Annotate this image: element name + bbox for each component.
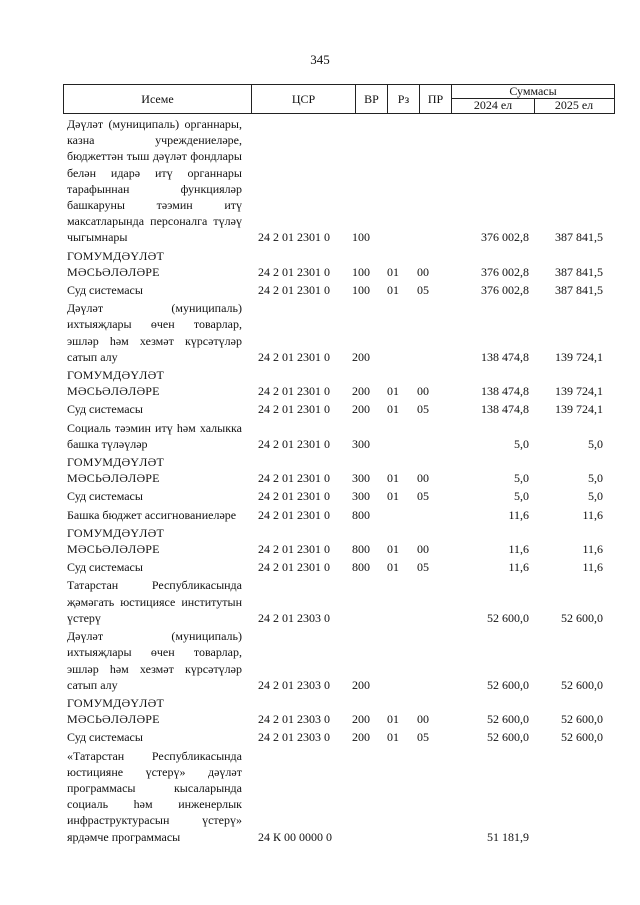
row-sum-2024: 52 600,0: [487, 610, 529, 625]
row-sum-2025: 11,6: [582, 542, 603, 557]
row-name: Дәүләт (муниципаль) ихтыяҗлары өчен товарлар, эшләр һәм хезмәт күрсәтүләр сатып алу: [67, 629, 242, 692]
header-sums: Суммасы: [452, 85, 614, 99]
table-row: [0, 300, 640, 365]
row-vr: 200: [352, 402, 370, 417]
row-sum-2024: 376 002,8: [481, 264, 529, 279]
row-sum-2024: 5,0: [514, 436, 529, 451]
row-rz: 01: [387, 560, 399, 575]
table-row: [0, 748, 640, 845]
row-csr: 24 К 00 0000 0: [258, 829, 333, 844]
table-row: [0, 420, 640, 452]
header-vr: ВР: [356, 85, 388, 113]
row-rz: 01: [387, 542, 399, 557]
row-pr: 05: [417, 489, 429, 504]
row-csr: 24 2 01 2301 0: [258, 264, 330, 279]
row-rz: 01: [387, 384, 399, 399]
row-sum-2024: 11,6: [508, 542, 529, 557]
row-csr: 24 2 01 2301 0: [258, 436, 330, 451]
row-vr: 300: [352, 436, 370, 451]
table-row: [0, 729, 640, 745]
row-sum-2024: 5,0: [514, 489, 529, 504]
row-vr: 300: [352, 471, 370, 486]
row-sum-2024: 51 181,9: [487, 829, 529, 844]
row-pr: 00: [417, 264, 429, 279]
row-vr: 100: [352, 264, 370, 279]
row-rz: 01: [387, 283, 399, 298]
row-name: Дәүләт (муниципаль) органнары, казна учреждениеләре, бюджеттән тыш дәүләт фондлары белән идарә итү органнары тарафыннан функцияләр башкаруны тәэмин итү максатларында персоналга түләү чыгымнары: [67, 117, 242, 245]
row-sum-2025: 387 841,5: [555, 264, 603, 279]
row-csr: 24 2 01 2303 0: [258, 610, 330, 625]
row-rz: 01: [387, 402, 399, 417]
row-name: ГОМУМДӘҮЛӘТ МӘСЬӘЛӘЛӘРЕ: [67, 455, 164, 486]
row-sum-2025: 11,6: [582, 507, 603, 522]
table-row: [0, 525, 640, 557]
row-csr: 24 2 01 2303 0: [258, 730, 330, 745]
row-sum-2024: 376 002,8: [481, 230, 529, 245]
row-sum-2024: 11,6: [508, 560, 529, 575]
table-row: [0, 695, 640, 727]
row-pr: 05: [417, 560, 429, 575]
row-sum-2025: 11,6: [582, 560, 603, 575]
row-rz: 01: [387, 471, 399, 486]
header-name: Исеме: [64, 85, 252, 113]
row-sum-2024: 52 600,0: [487, 677, 529, 692]
row-sum-2024: 376 002,8: [481, 283, 529, 298]
row-rz: 01: [387, 712, 399, 727]
header-year-2024: 2024 ел: [452, 98, 535, 113]
row-sum-2025: 5,0: [588, 489, 603, 504]
row-csr: 24 2 01 2301 0: [258, 560, 330, 575]
row-vr: 200: [352, 712, 370, 727]
row-name: «Татарстан Республикасында юстицияне үстерү» дәүләт программасы кысаларында социаль һәм инженерлык инфраструктурасын үстерү» ярдәмче программасы: [67, 748, 242, 844]
row-sum-2025: 52 600,0: [561, 712, 603, 727]
row-vr: 200: [352, 677, 370, 692]
row-vr: 100: [352, 230, 370, 245]
row-sum-2024: 52 600,0: [487, 712, 529, 727]
row-name: Дәүләт (муниципаль) ихтыяҗлары өчен товарлар, эшләр һәм хезмәт күрсәтүләр сатып алу: [67, 301, 242, 364]
row-vr: 800: [352, 542, 370, 557]
row-pr: 00: [417, 384, 429, 399]
row-sum-2025: 52 600,0: [561, 677, 603, 692]
row-name: Суд системасы: [67, 560, 143, 575]
table-row: [0, 401, 640, 417]
row-csr: 24 2 01 2301 0: [258, 230, 330, 245]
row-name: ГОМУМДӘҮЛӘТ МӘСЬӘЛӘЛӘРЕ: [67, 248, 164, 279]
header-year-2025: 2025 ел: [554, 98, 594, 112]
row-pr: 05: [417, 730, 429, 745]
row-csr: 24 2 01 2303 0: [258, 712, 330, 727]
row-sum-2025: 139 724,1: [555, 402, 603, 417]
table-row: [0, 248, 640, 280]
row-name: Суд системасы: [67, 489, 143, 504]
table-row: [0, 628, 640, 693]
header-pr: ПР: [420, 85, 452, 113]
row-name: ГОМУМДӘҮЛӘТ МӘСЬӘЛӘЛӘРЕ: [67, 525, 164, 557]
header-rz: Рз: [388, 85, 420, 113]
row-name: Суд системасы: [67, 402, 143, 417]
row-sum-2024: 5,0: [514, 471, 529, 486]
row-sum-2025: 139 724,1: [555, 384, 603, 399]
row-csr: 24 2 01 2301 0: [258, 489, 330, 504]
row-sum-2024: 138 474,8: [481, 402, 529, 417]
row-csr: 24 2 01 2301 0: [258, 542, 330, 557]
table-row: [0, 577, 640, 626]
row-vr: 300: [352, 489, 370, 504]
row-name: Башка бюджет ассигнованиеләре: [67, 507, 237, 522]
row-name: Суд системасы: [67, 283, 143, 298]
table-body: [0, 116, 640, 845]
row-csr: 24 2 01 2303 0: [258, 677, 330, 692]
row-csr: 24 2 01 2301 0: [258, 384, 330, 399]
row-pr: 00: [417, 712, 429, 727]
table-row: [0, 282, 640, 298]
row-rz: 01: [387, 264, 399, 279]
table-header: [63, 84, 615, 114]
row-name: Социаль тәэмин итү һәм халыкка башка түләүләр: [67, 420, 242, 451]
row-pr: 05: [417, 283, 429, 298]
row-sum-2025: 52 600,0: [561, 730, 603, 745]
row-pr: 05: [417, 402, 429, 417]
table-row: [0, 507, 640, 523]
row-vr: 800: [352, 507, 370, 522]
row-sum-2025: 387 841,5: [555, 283, 603, 298]
row-sum-2025: 5,0: [588, 436, 603, 451]
row-csr: 24 2 01 2301 0: [258, 507, 330, 522]
row-vr: 200: [352, 384, 370, 399]
row-vr: 800: [352, 560, 370, 575]
row-vr: 200: [352, 730, 370, 745]
row-pr: 00: [417, 471, 429, 486]
row-csr: 24 2 01 2301 0: [258, 471, 330, 486]
row-sum-2024: 138 474,8: [481, 349, 529, 364]
table-row: [0, 116, 640, 246]
row-csr: 24 2 01 2301 0: [258, 349, 330, 364]
page-number: 345: [310, 52, 330, 67]
row-name: Татарстан Республикасында җәмәгать юстициясе институтын үстерү: [67, 578, 242, 625]
row-sum-2024: 52 600,0: [487, 730, 529, 745]
table-row: [0, 367, 640, 399]
header-csr: ЦСР: [252, 85, 356, 113]
row-sum-2024: 11,6: [508, 507, 529, 522]
row-name: Суд системасы: [67, 730, 143, 745]
row-sum-2024: 138 474,8: [481, 384, 529, 399]
row-csr: 24 2 01 2301 0: [258, 402, 330, 417]
row-csr: 24 2 01 2301 0: [258, 283, 330, 298]
row-vr: 200: [352, 349, 370, 364]
row-vr: 100: [352, 283, 370, 298]
row-name: ГОМУМДӘҮЛӘТ МӘСЬӘЛӘЛӘРЕ: [67, 368, 164, 399]
row-rz: 01: [387, 730, 399, 745]
table-row: [0, 559, 640, 575]
table-row: [0, 488, 640, 504]
row-sum-2025: 139 724,1: [555, 349, 603, 364]
row-pr: 00: [417, 542, 429, 557]
table-row: [0, 454, 640, 486]
row-sum-2025: 5,0: [588, 471, 603, 486]
row-rz: 01: [387, 489, 399, 504]
row-sum-2025: 387 841,5: [555, 230, 603, 245]
row-sum-2025: 52 600,0: [561, 610, 603, 625]
row-name: ГОМУМДӘҮЛӘТ МӘСЬӘЛӘЛӘРЕ: [67, 695, 164, 727]
